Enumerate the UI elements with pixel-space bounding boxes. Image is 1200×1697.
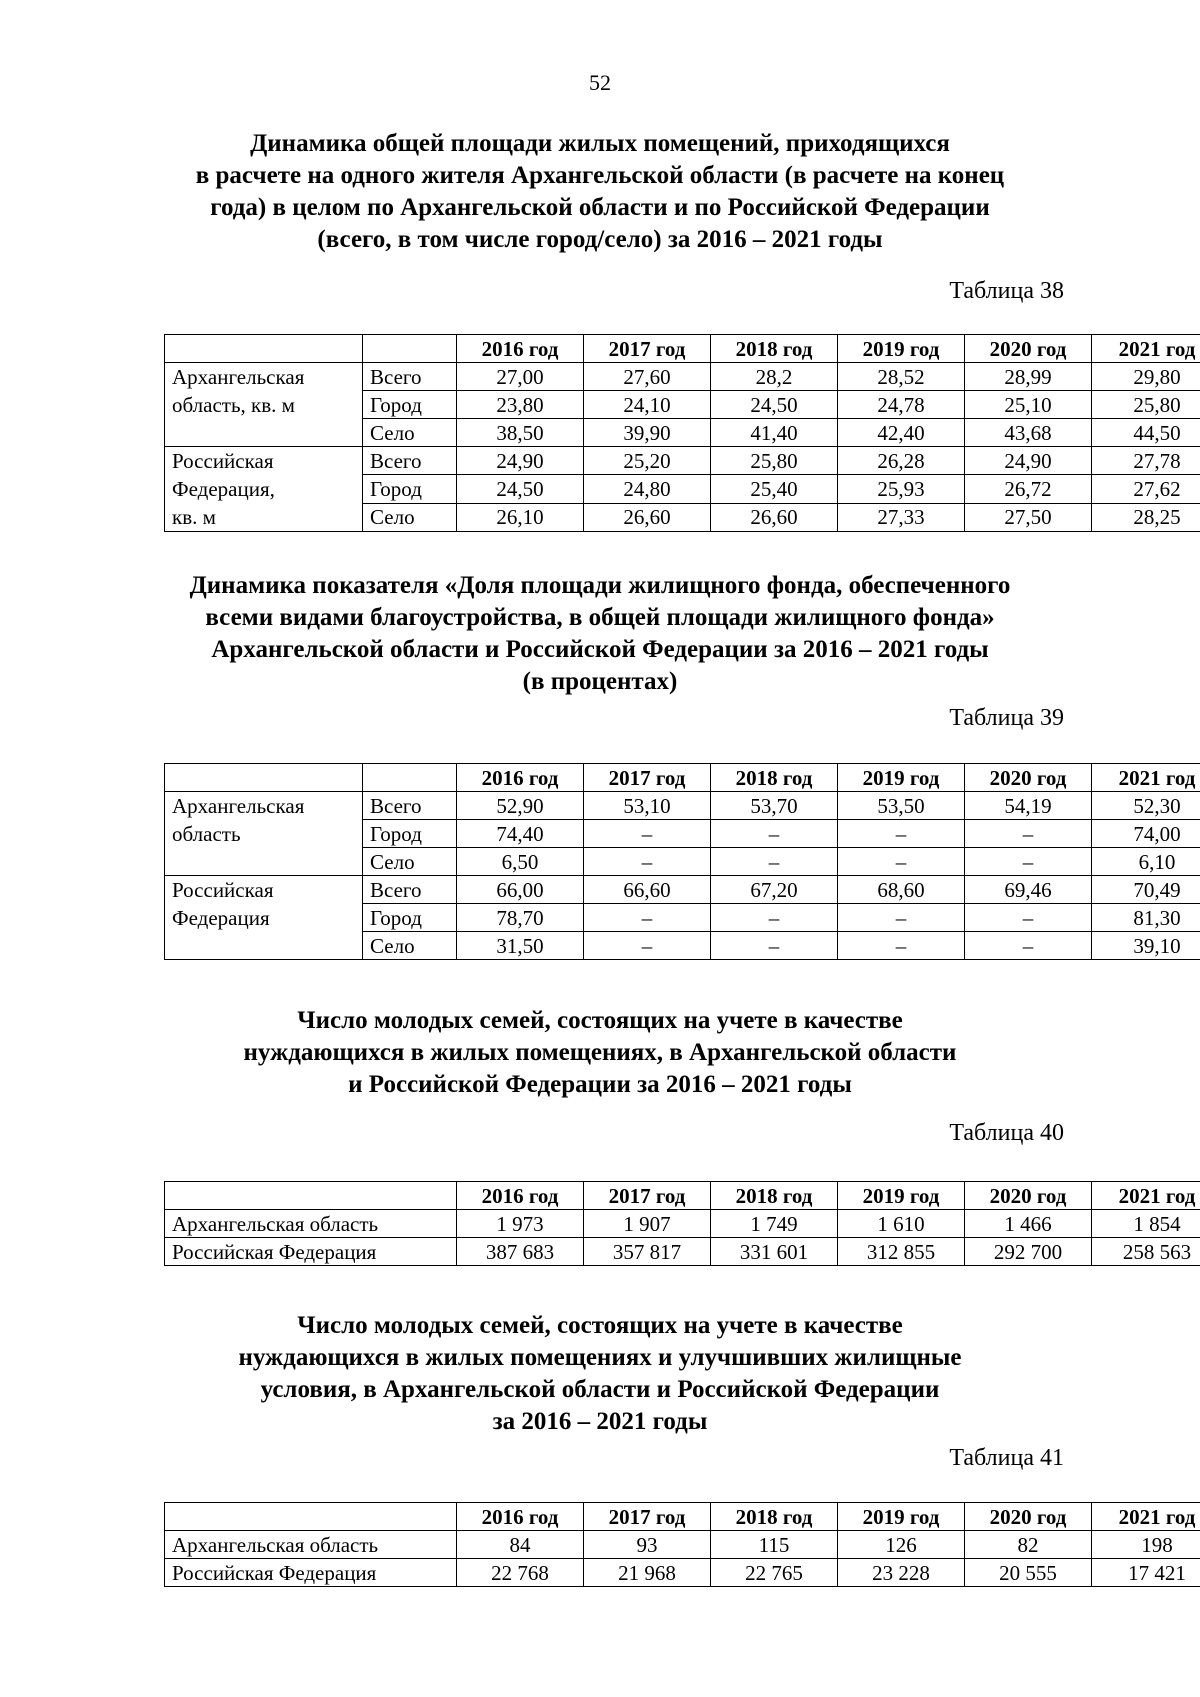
value-cell: 66,60 xyxy=(584,876,711,904)
row-label: Российская Федерация xyxy=(165,1559,457,1587)
value-cell: 81,30 xyxy=(1092,904,1200,932)
title-line: нуждающихся в жилых помещениях и улучшивших жилищные xyxy=(238,1344,962,1371)
value-cell: 53,50 xyxy=(838,792,965,820)
year-header: 2016 год xyxy=(457,1182,584,1210)
title-line: условия, в Архангельской области и Российской Федерации xyxy=(260,1376,940,1403)
value-cell: 1 466 xyxy=(965,1210,1092,1238)
value-cell: 82 xyxy=(965,1531,1092,1559)
value-cell: 24,90 xyxy=(457,447,584,475)
value-cell: 28,25 xyxy=(1092,503,1200,531)
value-cell: – xyxy=(838,904,965,932)
year-header: 2018 год xyxy=(711,1503,838,1531)
value-cell: – xyxy=(838,848,965,876)
sub-category-label: Село xyxy=(363,932,457,960)
value-cell: 68,60 xyxy=(838,876,965,904)
value-cell: – xyxy=(965,904,1092,932)
title-line: за 2016 – 2021 годы xyxy=(492,1408,708,1435)
title-line: Динамика показателя «Доля площади жилищного фонда, обеспеченного xyxy=(189,572,1011,599)
year-header: 2020 год xyxy=(965,764,1092,792)
title-line: Архангельской области и Российской Федерации за 2016 – 2021 годы xyxy=(211,636,989,663)
value-cell: 17 421 xyxy=(1092,1559,1200,1587)
sub-category-label: Город xyxy=(363,820,457,848)
title-line: (в процентах) xyxy=(522,668,678,695)
value-cell: 74,00 xyxy=(1092,820,1200,848)
title-line: в расчете на одного жителя Архангельской области (в расчете на конец xyxy=(195,162,1005,189)
header-blank-cell xyxy=(165,335,363,363)
value-cell: 26,72 xyxy=(965,475,1092,503)
value-cell: 331 601 xyxy=(711,1238,838,1266)
value-cell: 25,80 xyxy=(711,447,838,475)
value-cell: 28,52 xyxy=(838,363,965,391)
year-header: 2020 год xyxy=(965,335,1092,363)
region-label-line: область, кв. м xyxy=(172,393,295,417)
value-cell: 27,60 xyxy=(584,363,711,391)
value-cell: 69,46 xyxy=(965,876,1092,904)
value-cell: 52,30 xyxy=(1092,792,1200,820)
region-label-line: Российская xyxy=(172,449,274,473)
region-label-line: Архангельская xyxy=(172,365,305,389)
value-cell: 23 228 xyxy=(838,1559,965,1587)
value-cell: 6,50 xyxy=(457,848,584,876)
header-row xyxy=(165,1503,1200,1531)
region-label xyxy=(165,447,363,532)
value-cell: 78,70 xyxy=(457,904,584,932)
table-39-label: Таблица 39 xyxy=(949,705,1064,731)
year-header: 2021 год xyxy=(1092,764,1200,792)
sub-category-label: Город xyxy=(363,391,457,419)
value-cell: 43,68 xyxy=(965,419,1092,447)
section-41-title xyxy=(140,1310,1060,1438)
value-cell: – xyxy=(838,932,965,960)
year-header: 2021 год xyxy=(1092,1182,1200,1210)
value-cell: 6,10 xyxy=(1092,848,1200,876)
value-cell: 25,40 xyxy=(711,475,838,503)
header-blank-cell xyxy=(363,335,457,363)
year-header: 2019 год xyxy=(838,335,965,363)
value-cell: 26,60 xyxy=(711,503,838,531)
year-header: 2018 год xyxy=(711,1182,838,1210)
table-41-label: Таблица 41 xyxy=(949,1445,1064,1471)
table-39 xyxy=(164,763,1200,960)
sub-category-label: Село xyxy=(363,503,457,531)
value-cell: 25,93 xyxy=(838,475,965,503)
value-cell: 1 854 xyxy=(1092,1210,1200,1238)
year-header: 2020 год xyxy=(965,1503,1092,1531)
value-cell: 74,40 xyxy=(457,820,584,848)
value-cell: – xyxy=(711,904,838,932)
value-cell: – xyxy=(711,932,838,960)
value-cell: – xyxy=(711,820,838,848)
value-cell: 22 765 xyxy=(711,1559,838,1587)
section-39-title xyxy=(140,570,1060,698)
value-cell: – xyxy=(584,848,711,876)
value-cell: 312 855 xyxy=(838,1238,965,1266)
year-header: 2019 год xyxy=(838,1503,965,1531)
year-header: 2019 год xyxy=(838,764,965,792)
value-cell: – xyxy=(584,904,711,932)
value-cell: 387 683 xyxy=(457,1238,584,1266)
table-row xyxy=(165,876,1200,904)
value-cell: 357 817 xyxy=(584,1238,711,1266)
region-label-line: Федерация, xyxy=(172,477,275,501)
value-cell: – xyxy=(965,848,1092,876)
value-cell: 24,50 xyxy=(457,475,584,503)
title-line: нуждающихся в жилых помещениях, в Архангельской области xyxy=(243,1039,957,1066)
value-cell: 27,00 xyxy=(457,363,584,391)
value-cell: – xyxy=(965,932,1092,960)
region-label-line: кв. м xyxy=(172,505,216,529)
sub-category-label: Город xyxy=(363,475,457,503)
value-cell: 42,40 xyxy=(838,419,965,447)
value-cell: 22 768 xyxy=(457,1559,584,1587)
header-row xyxy=(165,335,1200,363)
title-line: Динамика общей площади жилых помещений, приходящихся xyxy=(250,130,950,157)
region-label-line: Архангельская xyxy=(172,794,305,818)
table-row xyxy=(165,363,1200,391)
table-row xyxy=(165,1238,1200,1266)
value-cell: 258 563 xyxy=(1092,1238,1200,1266)
region-label-line: область xyxy=(172,822,241,846)
region-label-line: Федерация xyxy=(172,906,270,930)
value-cell: 1 749 xyxy=(711,1210,838,1238)
value-cell: 25,80 xyxy=(1092,391,1200,419)
section-40-title xyxy=(140,1005,1060,1101)
value-cell: 29,80 xyxy=(1092,363,1200,391)
value-cell: – xyxy=(838,820,965,848)
value-cell: 84 xyxy=(457,1531,584,1559)
value-cell: 26,10 xyxy=(457,503,584,531)
value-cell: 26,60 xyxy=(584,503,711,531)
table-38 xyxy=(164,334,1200,532)
value-cell: 25,10 xyxy=(965,391,1092,419)
sub-category-label: Село xyxy=(363,848,457,876)
value-cell: 25,20 xyxy=(584,447,711,475)
sub-category-label: Всего xyxy=(363,363,457,391)
value-cell: 41,40 xyxy=(711,419,838,447)
year-header: 2016 год xyxy=(457,1503,584,1531)
sub-category-label: Всего xyxy=(363,447,457,475)
value-cell: 21 968 xyxy=(584,1559,711,1587)
year-header: 2021 год xyxy=(1092,335,1200,363)
value-cell: 66,00 xyxy=(457,876,584,904)
value-cell: 67,20 xyxy=(711,876,838,904)
year-header: 2019 год xyxy=(838,1182,965,1210)
header-blank-cell xyxy=(165,1503,457,1531)
year-header: 2016 год xyxy=(457,764,584,792)
value-cell: – xyxy=(711,848,838,876)
header-row xyxy=(165,1182,1200,1210)
year-header: 2018 год xyxy=(711,335,838,363)
value-cell: 54,19 xyxy=(965,792,1092,820)
value-cell: 23,80 xyxy=(457,391,584,419)
header-blank-cell xyxy=(165,764,363,792)
value-cell: 126 xyxy=(838,1531,965,1559)
year-header: 2020 год xyxy=(965,1182,1092,1210)
sub-category-label: Село xyxy=(363,419,457,447)
year-header: 2018 год xyxy=(711,764,838,792)
title-line: года) в целом по Архангельской области и по Российской Федерации xyxy=(210,194,990,221)
row-label: Российская Федерация xyxy=(165,1238,457,1266)
year-header: 2017 год xyxy=(584,335,711,363)
value-cell: 70,49 xyxy=(1092,876,1200,904)
row-label: Архангельская область xyxy=(165,1210,457,1238)
value-cell: 198 xyxy=(1092,1531,1200,1559)
value-cell: 292 700 xyxy=(965,1238,1092,1266)
value-cell: 39,10 xyxy=(1092,932,1200,960)
region-label xyxy=(165,792,363,876)
value-cell: 38,50 xyxy=(457,419,584,447)
year-header: 2017 год xyxy=(584,1182,711,1210)
value-cell: 39,90 xyxy=(584,419,711,447)
title-line: Число молодых семей, состоящих на учете в качестве xyxy=(297,1312,903,1339)
header-blank-cell xyxy=(363,764,457,792)
table-row xyxy=(165,1531,1200,1559)
value-cell: 24,90 xyxy=(965,447,1092,475)
table-40-label: Таблица 40 xyxy=(949,1120,1064,1146)
table-40 xyxy=(164,1181,1200,1266)
year-header: 2017 год xyxy=(584,1503,711,1531)
title-line: (всего, в том числе город/село) за 2016 – 2021 годы xyxy=(317,226,883,253)
year-header: 2016 год xyxy=(457,335,584,363)
value-cell: 24,50 xyxy=(711,391,838,419)
value-cell: 27,78 xyxy=(1092,447,1200,475)
value-cell: 93 xyxy=(584,1531,711,1559)
value-cell: 24,10 xyxy=(584,391,711,419)
value-cell: 53,10 xyxy=(584,792,711,820)
page-number: 52 xyxy=(589,70,611,95)
title-line: всеми видами благоустройства, в общей площади жилищного фонда» xyxy=(205,604,995,631)
value-cell: 52,90 xyxy=(457,792,584,820)
table-41 xyxy=(164,1502,1200,1587)
region-label xyxy=(165,363,363,447)
table-row xyxy=(165,792,1200,820)
table-row xyxy=(165,447,1200,475)
value-cell: 28,99 xyxy=(965,363,1092,391)
sub-category-label: Город xyxy=(363,904,457,932)
sub-category-label: Всего xyxy=(363,876,457,904)
region-label-line: Российская xyxy=(172,878,274,902)
value-cell: 27,50 xyxy=(965,503,1092,531)
title-line: Число молодых семей, состоящих на учете в качестве xyxy=(297,1007,903,1034)
value-cell: – xyxy=(584,932,711,960)
header-row xyxy=(165,764,1200,792)
value-cell: 44,50 xyxy=(1092,419,1200,447)
title-line: и Российской Федерации за 2016 – 2021 годы xyxy=(348,1071,852,1098)
table-38-label: Таблица 38 xyxy=(949,278,1064,304)
value-cell: 26,28 xyxy=(838,447,965,475)
section-38-title xyxy=(140,128,1060,256)
value-cell: 27,62 xyxy=(1092,475,1200,503)
header-blank-cell xyxy=(165,1182,457,1210)
value-cell: 53,70 xyxy=(711,792,838,820)
value-cell: – xyxy=(584,820,711,848)
value-cell: 20 555 xyxy=(965,1559,1092,1587)
value-cell: 27,33 xyxy=(838,503,965,531)
year-header: 2017 год xyxy=(584,764,711,792)
region-label xyxy=(165,876,363,960)
value-cell: 1 907 xyxy=(584,1210,711,1238)
value-cell: 1 610 xyxy=(838,1210,965,1238)
value-cell: 24,80 xyxy=(584,475,711,503)
value-cell: 24,78 xyxy=(838,391,965,419)
value-cell: 28,2 xyxy=(711,363,838,391)
row-label: Архангельская область xyxy=(165,1531,457,1559)
table-row xyxy=(165,1559,1200,1587)
year-header: 2021 год xyxy=(1092,1503,1200,1531)
table-row xyxy=(165,1210,1200,1238)
value-cell: 1 973 xyxy=(457,1210,584,1238)
value-cell: 31,50 xyxy=(457,932,584,960)
value-cell: – xyxy=(965,820,1092,848)
sub-category-label: Всего xyxy=(363,792,457,820)
value-cell: 115 xyxy=(711,1531,838,1559)
